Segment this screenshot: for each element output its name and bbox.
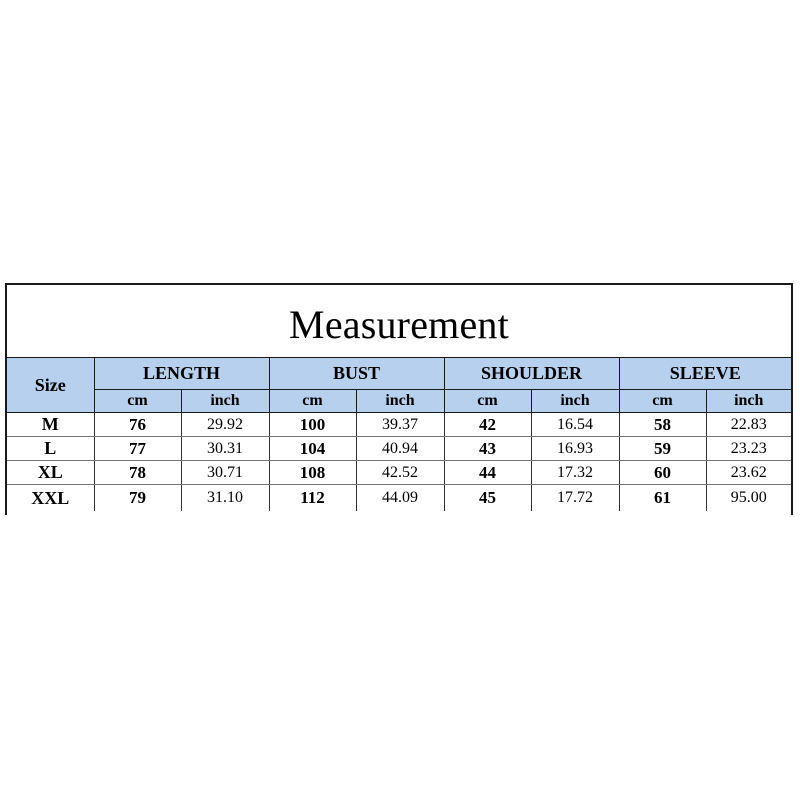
header-row-units: [7, 390, 791, 413]
size-column-header: Size: [7, 358, 94, 413]
shoulder-cm-cell: 42: [444, 413, 531, 437]
sleeve-inch-cell: 23.23: [706, 437, 791, 461]
header-row-groups: [7, 358, 791, 390]
unit-header-cm: cm: [619, 390, 706, 413]
unit-header-inch: inch: [181, 390, 269, 413]
sleeve-inch-cell: 95.00: [730, 489, 767, 506]
size-cell: M: [7, 413, 94, 437]
table-row: [7, 413, 791, 437]
unit-header-cm: cm: [94, 390, 181, 413]
length-cm-cell: 79: [94, 485, 181, 512]
sleeve-cm-cell: 60: [619, 461, 706, 485]
size-cell: XL: [7, 461, 94, 485]
group-header-bust: BUST: [269, 358, 444, 390]
sleeve-cm-cell: 58: [619, 413, 706, 437]
bust-cm-cell: 100: [269, 413, 356, 437]
table-row: [7, 461, 791, 485]
unit-header-cm: cm: [269, 390, 356, 413]
shoulder-cm-cell: 45: [444, 485, 531, 512]
table-row: [7, 485, 791, 512]
sleeve-inch-cell: 23.62: [706, 461, 791, 485]
unit-header-inch: inch: [706, 390, 791, 413]
unit-header-inch: inch: [356, 390, 444, 413]
shoulder-inch-cell: 16.54: [531, 413, 619, 437]
bust-inch-cell: 42.52: [356, 461, 444, 485]
bust-cm-cell: 112: [269, 485, 356, 512]
group-header-length: LENGTH: [94, 358, 269, 390]
measurement-sheet: [5, 283, 793, 515]
table-row: [7, 437, 791, 461]
size-cell: L: [7, 437, 94, 461]
length-cm-cell: 78: [94, 461, 181, 485]
sleeve-inch-cell: 22.83: [706, 413, 791, 437]
length-inch-cell: 29.92: [181, 413, 269, 437]
shoulder-inch-cell: 17.72: [531, 485, 619, 512]
unit-header-inch: inch: [531, 390, 619, 413]
group-header-shoulder: SHOULDER: [444, 358, 619, 390]
unit-header-cm: cm: [444, 390, 531, 413]
bust-inch-cell: 44.09: [356, 485, 444, 512]
group-header-sleeve: SLEEVE: [619, 358, 791, 390]
shoulder-cm-cell: 43: [444, 437, 531, 461]
shoulder-cm-cell: 44: [444, 461, 531, 485]
sleeve-cm-cell: 59: [619, 437, 706, 461]
size-cell: XXL: [7, 485, 94, 512]
length-cm-cell: 76: [94, 413, 181, 437]
length-inch-cell: 31.10: [181, 485, 269, 512]
page-title: Measurement: [289, 301, 509, 347]
length-inch-cell: 30.31: [181, 437, 269, 461]
sleeve-cm-cell: 61: [619, 485, 706, 512]
length-cm-cell: 77: [94, 437, 181, 461]
bust-cm-cell: 108: [269, 461, 356, 485]
bust-inch-cell: 39.37: [356, 413, 444, 437]
size-chart-table: [7, 357, 791, 511]
shoulder-inch-cell: 16.93: [531, 437, 619, 461]
bust-cm-cell: 104: [269, 437, 356, 461]
shoulder-inch-cell: 17.32: [531, 461, 619, 485]
bust-inch-cell: 40.94: [356, 437, 444, 461]
length-inch-cell: 30.71: [181, 461, 269, 485]
